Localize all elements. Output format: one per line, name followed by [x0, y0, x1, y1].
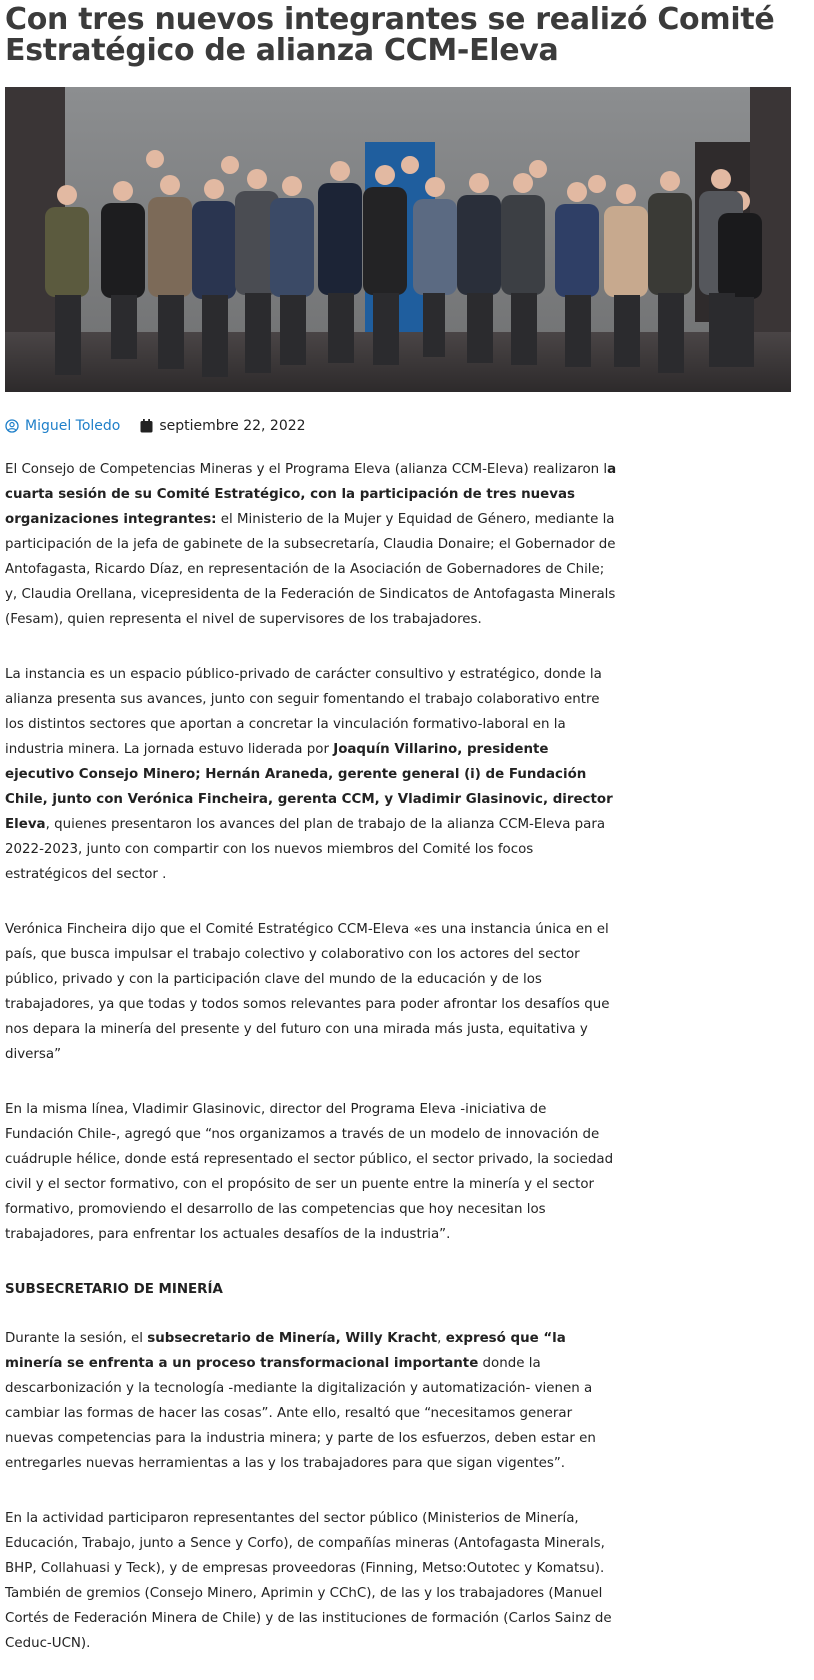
- post-date: [140, 418, 305, 434]
- hero-group-photo: [5, 87, 791, 392]
- user-circle-icon: [5, 419, 19, 433]
- date-text: septiembre 22, 2022: [159, 418, 306, 434]
- section-heading: SUBSECRETARIO DE MINERÍA: [5, 1282, 223, 1297]
- paragraph-6: En la actividad participaron representantes del sector público (Ministerios de Minería, Educación, Trabajo, junto a Sence y Corfo), de compañías mineras (Antofagasta Minerals, BHP, Collahuasi y Teck), y de empresas proveedoras (Finning, Metso:Outotec y Komatsu). También de gremios (Consejo Minero, Aprimin y CChC), de las y los trabajadores (Manuel Cortés de Federación Minera de Chile) y de las instituciones de formación (Carlos Sainz de Ceduc-UCN).: [5, 1511, 612, 1651]
- article-body: [5, 457, 617, 1680]
- paragraph-5: Durante la sesión, el subsecretario de Minería, Willy Kracht, expresó que “la minería se enfrenta a un proceso transformacional importante donde la descarbonización y la tecnología -mediante la digitalización y automatización- vienen a cambiar las formas de hacer las cosas”. Ante ello, resaltó que “necesitamos generar nuevas competencias para la industria minera; y parte de los esfuerzos, deben estar en entregarles nuevas herramientas a las y los trabajadores para que sigan vigentes”.: [5, 1331, 596, 1471]
- paragraph-3: Verónica Fincheira dijo que el Comité Estratégico CCM-Eleva «es una instancia única en el país, que busca impulsar el trabajo colectivo y colaborativo con los actores del sector público, privado y con la participación clave del mundo de la educación y de los trabajadores, ya que todas y todos somos relevantes para poder afrontar los desafíos que nos depara la minería del presente y del futuro con una mirada más justa, equitativa y diversa”: [5, 922, 610, 1062]
- article-title: Con tres nuevos integrantes se realizó Comité Estratégico de alianza CCM-Eleva: [5, 2, 775, 68]
- paragraph-2: La instancia es un espacio público-privado de carácter consultivo y estratégico, donde la alianza presenta sus avances, junto con seguir fomentando el trabajo colaborativo entre los distintos sectores que aportan a concretar la vinculación formativo-laboral en la industria minera. La jornada estuvo liderada por Joaquín Villarino, presidente ejecutivo Consejo Minero; Hernán Araneda, gerente general (i) de Fundación Chile, junto con Verónica Fincheira, gerenta CCM, y Vladimir Glasinovic, director Eleva, quienes presentaron los avances del plan de trabajo de la alianza CCM-Eleva para 2022-2023, junto con compartir con los nuevos miembros del Comité los focos estratégicos del sector .: [5, 667, 613, 882]
- author-link[interactable]: [5, 418, 120, 434]
- post-meta: [5, 416, 306, 436]
- paragraph-4: En la misma línea, Vladimir Glasinovic, director del Programa Eleva -iniciativa de Fundación Chile-, agregó que “nos organizamos a través de un modelo de innovación de cuádruple hélice, donde está representado el sector público, el sector privado, la sociedad civil y el sector formativo, con el propósito de ser un puente entre la minería y el sector formativo, promoviendo el desarrollo de las competencias que hoy necesitan los trabajadores, para enfrentar los actuales desafíos de la industria”.: [5, 1102, 614, 1242]
- calendar-icon: [140, 419, 153, 433]
- paragraph-1: El Consejo de Competencias Mineras y el Programa Eleva (alianza CCM-Eleva) realizaron la cuarta sesión de su Comité Estratégico, con la participación de tres nuevas organizaciones integrantes: el Ministerio de la Mujer y Equidad de Género, mediante la participación de la jefa de gabinete de la subsecretaría, Claudia Donaire; el Gobernador de Antofagasta, Ricardo Díaz, en representación de la Asociación de Gobernadores de Chile; y, Claudia Orellana, vicepresidenta de la Federación de Sindicatos de Antofagasta Minerals (Fesam), quien representa el nivel de supervisores de los trabajadores.: [5, 462, 617, 627]
- author-name: Miguel Toledo: [25, 418, 121, 434]
